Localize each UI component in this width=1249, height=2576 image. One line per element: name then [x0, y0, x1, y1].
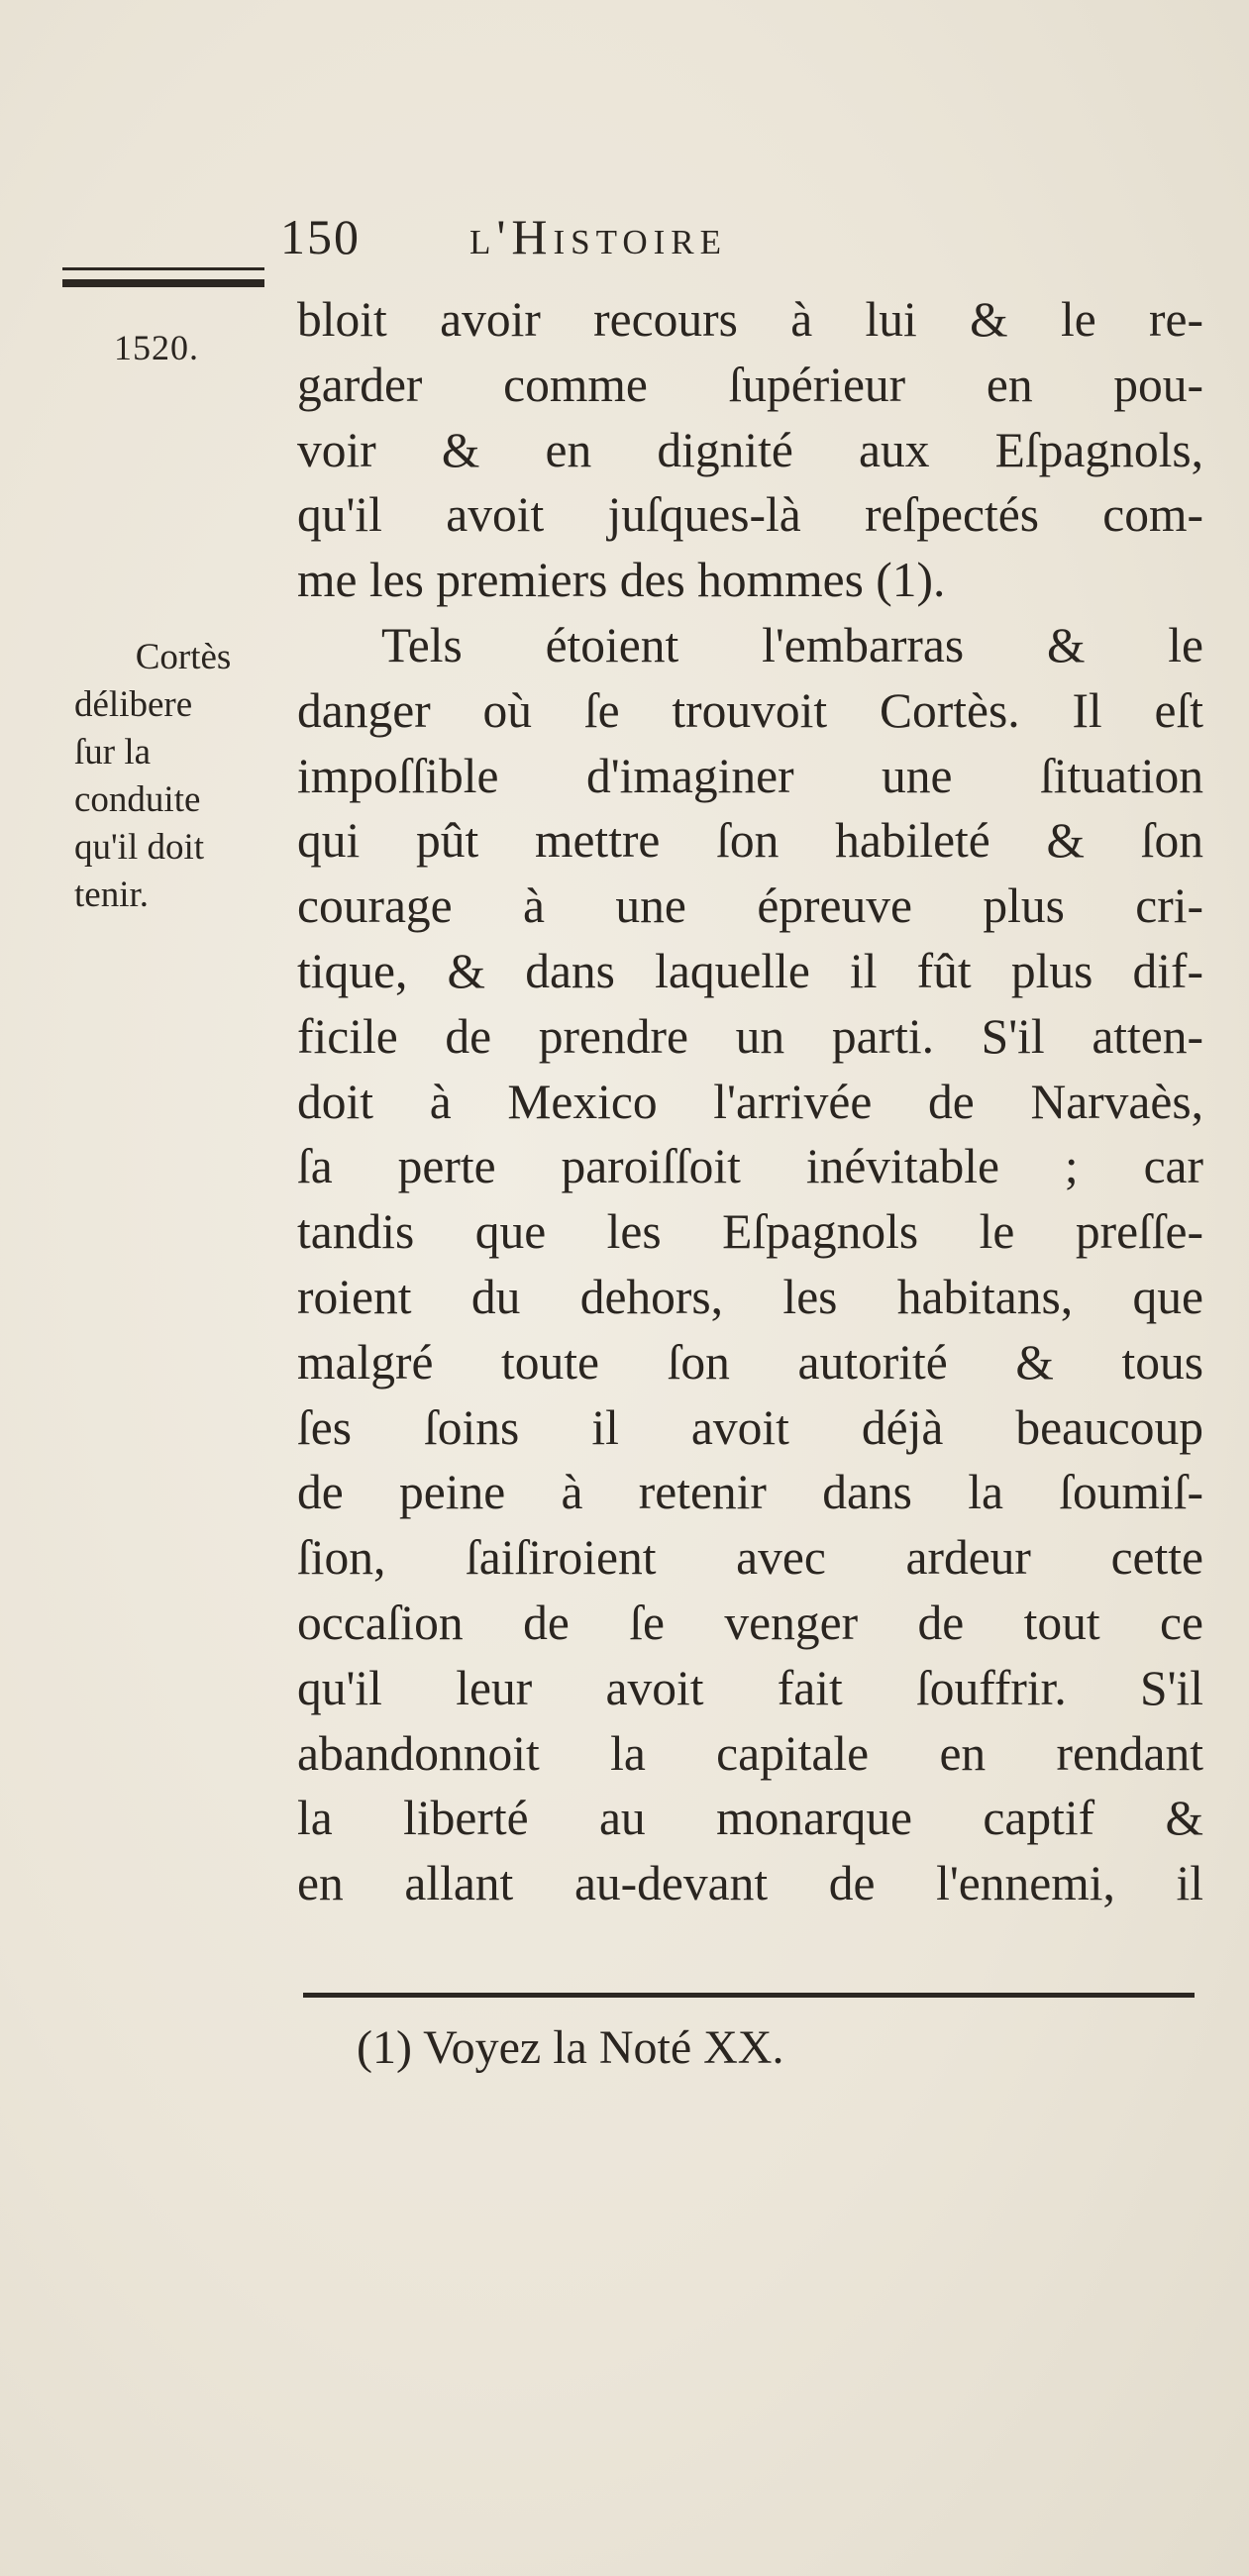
sidenote-line: Cortès	[135, 637, 232, 677]
sidenote-line: conduite	[74, 779, 201, 820]
text-line: ficile de prendre un parti. S'il atten-	[297, 1008, 1203, 1064]
text-line: garder comme ſupérieur en pou-	[297, 357, 1203, 412]
margin-sidenote	[74, 634, 292, 919]
text-line: roient du dehors, les habitans, que	[297, 1269, 1203, 1324]
text-line: courage à une épreuve plus cri-	[297, 878, 1203, 934]
text-line: ſion, ſaiſiroient avec ardeur cette	[297, 1530, 1203, 1586]
text-line: qu'il leur avoit fait ſouffrir. S'il	[297, 1660, 1203, 1715]
text-line: malgré toute ſon autorité & tous	[297, 1334, 1203, 1390]
footnote-rule	[303, 1993, 1195, 1998]
text-line: voir & en dignité aux Eſpagnols,	[297, 422, 1203, 477]
text-line: qui pût mettre ſon habileté & ſon	[297, 813, 1203, 869]
running-head-title: l'Histoire	[469, 209, 728, 264]
text-line: danger où ſe trouvoit Cortès. Il eſt	[297, 682, 1203, 738]
text-line: qu'il avoit juſques-là reſpectés com-	[297, 487, 1203, 543]
text-line: impoſſible d'imaginer une ſituation	[297, 748, 1203, 803]
text-line: abandonnoit la capitale en rendant	[297, 1725, 1203, 1781]
text-line: bloit avoir recours à lui & le re-	[297, 292, 1203, 347]
margin-year: 1520.	[114, 328, 199, 367]
header-rule-thin	[62, 267, 264, 270]
text-line: doit à Mexico l'arrivée de Narvaès,	[297, 1074, 1203, 1129]
text-line: Tels étoient l'embarras & le	[381, 617, 1203, 672]
sidenote-line: délibere	[74, 684, 193, 725]
text-line: ſa perte paroiſſoit inévitable ; car	[297, 1139, 1203, 1194]
sidenote-line: tenir.	[74, 875, 150, 915]
footnote: (1) Voyez la Noté XX.	[357, 2021, 784, 2074]
header-rule-thick	[62, 279, 264, 287]
running-head	[280, 208, 727, 277]
sidenote-line: ſur la	[74, 732, 152, 773]
text-line: en allant au-devant de l'ennemi, il	[297, 1856, 1203, 1911]
text-line: la liberté au monarque captif &	[297, 1791, 1203, 1846]
text-line: de peine à retenir dans la ſoumiſ-	[297, 1465, 1203, 1520]
text-line: tique, & dans laquelle il fût plus dif-	[297, 943, 1203, 998]
text-line: me les premiers des hommes (1).	[297, 553, 946, 608]
page-number: 150	[280, 209, 361, 264]
text-line: tandis que les Eſpagnols le preſſe-	[297, 1204, 1203, 1260]
body-text	[297, 287, 1203, 1916]
text-line: occaſion de ſe venger de tout ce	[297, 1595, 1203, 1650]
sidenote-line: qu'il doit	[74, 827, 205, 868]
text-line: ſes ſoins il avoit déjà beaucoup	[297, 1399, 1203, 1455]
